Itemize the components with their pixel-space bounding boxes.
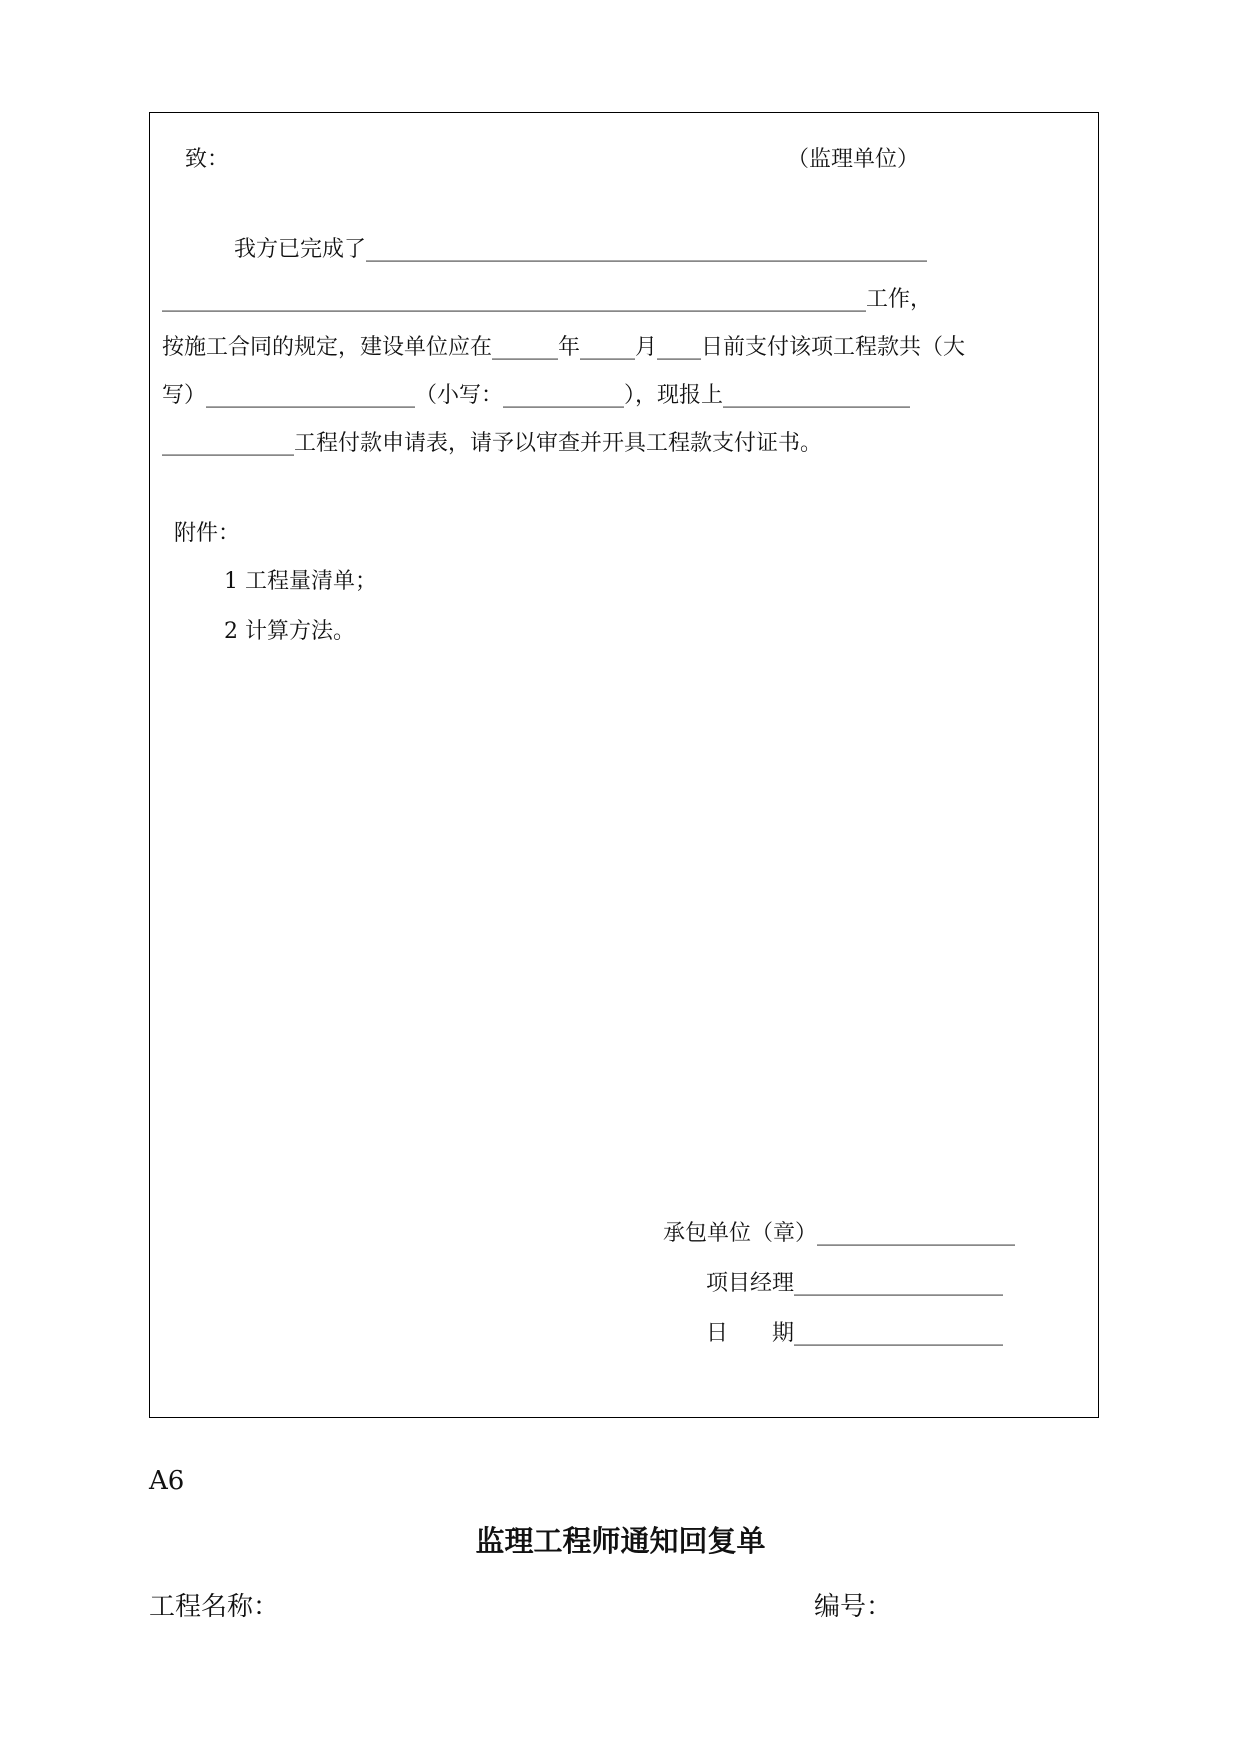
- number-label: 编号：: [814, 1592, 893, 1622]
- supervisor-unit-label: （监理单位）: [787, 147, 920, 172]
- body-line-3: 按施工合同的规定，建设单位应在______年_____月____日前支付该项工程款共（大: [162, 335, 966, 360]
- attachments-label: 附件：: [174, 521, 241, 546]
- page-title: 监理工程师通知回复单: [475, 1524, 766, 1558]
- to-label: 致：: [185, 147, 230, 172]
- attachment-item: 1 工程量清单；: [224, 569, 377, 594]
- project-manager-signature: 项目经理___________________: [706, 1271, 1004, 1296]
- contractor-signature: 承包单位（章）__________________: [663, 1221, 1016, 1246]
- date-signature: 日 期___________________: [706, 1321, 1004, 1346]
- attachment-item: 2 计算方法。: [224, 619, 355, 644]
- project-name-label: 工程名称：: [149, 1592, 280, 1622]
- form-code: A6: [149, 1466, 185, 1496]
- body-line-1: 我方已完成了___________________________________________________: [234, 237, 928, 262]
- form-frame: [149, 112, 1099, 1418]
- body-line-5: ____________工程付款申请表，请予以审查并开具工程款支付证书。: [162, 431, 823, 456]
- body-line-4: 写）___________________（小写：___________），现报上_________________: [162, 383, 911, 408]
- body-line-2: ________________________________________________________________工作，: [162, 287, 933, 312]
